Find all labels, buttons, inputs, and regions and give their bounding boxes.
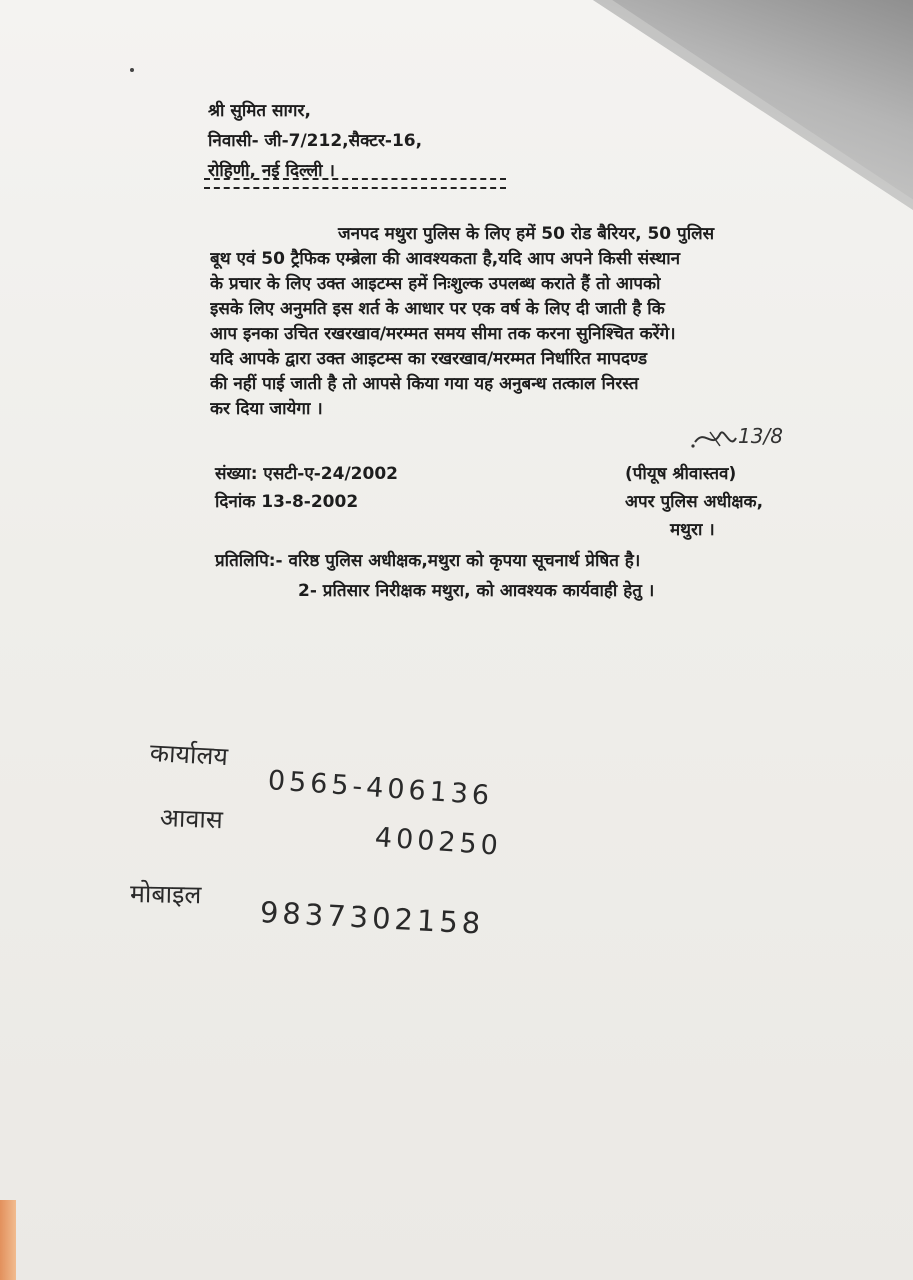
handwritten-residence-number: 400250 bbox=[373, 822, 503, 862]
signer-city: मथुरा । bbox=[670, 520, 715, 540]
recipient-address bbox=[208, 96, 422, 186]
edge-stain bbox=[0, 1200, 16, 1280]
body-line: बूथ एवं 50 ट्रैफिक एम्ब्रेला की आवश्यकता है,यदि आप अपने किसी संस्थान bbox=[210, 249, 681, 269]
signature-date-mark: 13/8 bbox=[738, 424, 783, 448]
address-line-name: श्री सुमित सागर, bbox=[208, 101, 311, 121]
body-line: कर दिया जायेगा । bbox=[210, 399, 323, 419]
body-line: यदि आपके द्वारा उक्त आइटम्स का रखरखाव/मरम्मत निर्धारित मापदण्ड bbox=[210, 349, 648, 369]
handwritten-residence-label: आवास bbox=[159, 803, 224, 835]
reference-number: संख्या: एसटी-ए-24/2002 bbox=[215, 464, 398, 484]
letter-body bbox=[210, 222, 860, 422]
handwritten-office-label: कार्यालय bbox=[149, 738, 229, 772]
handwritten-office-number: 0565-406136 bbox=[266, 765, 495, 812]
signature-scribble bbox=[690, 420, 800, 460]
body-line: के प्रचार के लिए उक्त आइटम्स हमें निःशुल्क उपलब्ध कराते हैं तो आपको bbox=[210, 274, 661, 294]
double-dashed-rule bbox=[204, 178, 506, 189]
reference-block bbox=[215, 460, 398, 516]
reference-date: दिनांक 13-8-2002 bbox=[215, 492, 359, 512]
handwritten-mobile-label: मोबाइल bbox=[129, 879, 202, 910]
address-line-residence: निवासी- जी-7/212,सैक्टर-16, bbox=[208, 131, 423, 151]
copy-distribution bbox=[215, 546, 654, 606]
body-line: आप इनका उचित रखरखाव/मरम्मत समय सीमा तक करना सुनिश्चित करेंगे। bbox=[210, 324, 676, 344]
signer-block bbox=[625, 460, 763, 544]
body-line: की नहीं पाई जाती है तो आपसे किया गया यह अनुबन्ध तत्काल निरस्त bbox=[210, 374, 639, 394]
paper-speck bbox=[130, 68, 134, 72]
signer-name: (पीयूष श्रीवास्तव) bbox=[625, 464, 737, 484]
signer-designation: अपर पुलिस अधीक्षक, bbox=[625, 492, 764, 512]
address-line-city: रोहिणी, नई दिल्ली । bbox=[208, 161, 335, 181]
handwritten-mobile-number: 9837302158 bbox=[259, 895, 486, 941]
body-line: जनपद मथुरा पुलिस के लिए हमें 50 रोड बैरियर, 50 पुलिस bbox=[338, 224, 715, 244]
copy-line-1: प्रतिलिपि:- वरिष्ठ पुलिस अधीक्षक,मथुरा को कृपया सूचनार्थ प्रेषित है। bbox=[215, 551, 641, 571]
copy-line-2: 2- प्रतिसार निरीक्षक मथुरा, को आवश्यक कार्यवाही हेतु । bbox=[298, 581, 655, 601]
body-line: इसके लिए अनुमति इस शर्त के आधार पर एक वर्ष के लिए दी जाती है कि bbox=[210, 299, 665, 319]
